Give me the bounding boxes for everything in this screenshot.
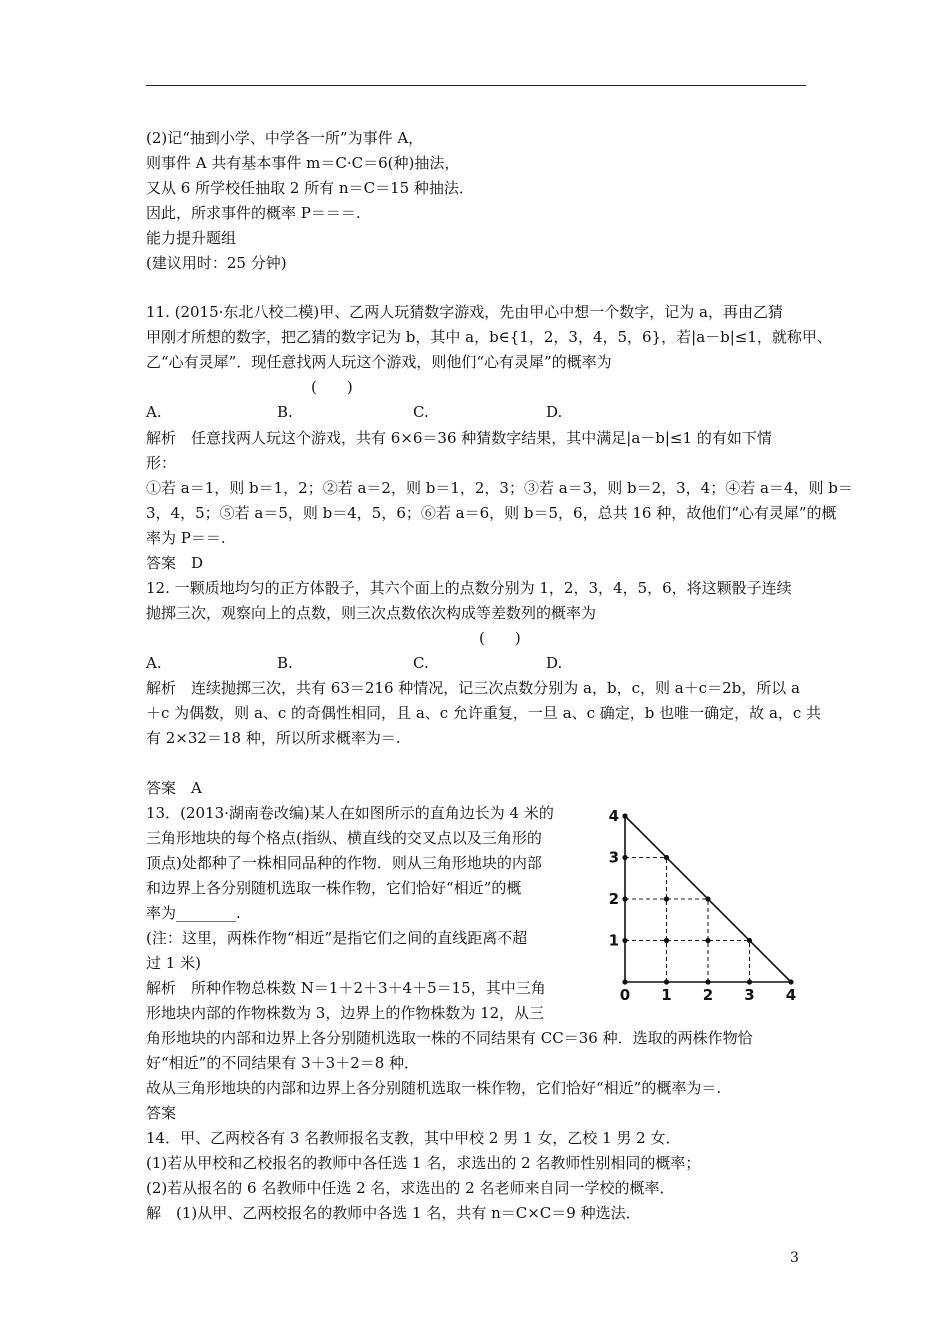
text-line: (2)记“抽到小学、中学各一所”为事件 A， — [146, 129, 424, 147]
text-line: (2)若从报名的 6 名教师中任选 2 名，求选出的 2 名老师来自同一学校的概率． — [146, 1179, 675, 1197]
text-line: 有 2×32＝18 种，所以所求概率为＝. — [146, 729, 401, 747]
text-line: 解 (1)从甲、乙两校报名的教师中各选 1 名，共有 n＝C×C＝9 种选法． — [146, 1204, 641, 1222]
text-line: 角形地块的内部和边界上各分别随机选取一株的不同结果有 CC＝36 种．选取的两株作物恰 — [146, 1029, 753, 1047]
text-line: 因此，所求事件的概率 P＝＝＝. — [146, 204, 361, 222]
text-line: C. — [413, 654, 429, 672]
grid-point — [705, 938, 710, 943]
y-tick-label: 3 — [608, 848, 619, 867]
grid-point — [705, 896, 710, 901]
text-line: ＋c 为偶数，则 a、c 的奇偶性相同，且 a、c 允许重复，一旦 a、c 确定，b 也唯一确定，故 a，c 共 — [146, 704, 822, 722]
text-line: (建议用时：25 分钟) — [146, 254, 287, 272]
grid-point — [747, 938, 752, 943]
text-line: 能力提升题组 — [146, 229, 237, 247]
text-line: 又从 6 所学校任抽取 2 所有 n＝C＝15 种抽法． — [146, 179, 474, 197]
triangle-grid-figure — [604, 808, 808, 1000]
y-tick-label: 1 — [608, 931, 619, 950]
text-line: 3，4，5；⑤若 a＝5，则 b＝4，5，6；⑥若 a＝6，则 b＝5，6，总共 16 种，故他们“心有灵犀”的概 — [146, 504, 837, 522]
text-line: D. — [546, 654, 563, 672]
text-line: ( ) — [479, 629, 521, 647]
text-line: 甲刚才所想的数字，把乙猜的数字记为 b，其中 a，b∈{1，2，3，4，5，6}，若|a－b|≤1，就称甲、 — [146, 328, 832, 346]
text-line: 率为 P＝＝. — [146, 529, 226, 547]
x-tick-label: 0 — [619, 986, 631, 1000]
grid-point — [622, 896, 627, 901]
text-line: 答案 — [146, 1104, 177, 1122]
x-tick-label: 1 — [661, 986, 672, 1000]
text-line: D. — [546, 403, 563, 421]
text-line: B. — [277, 654, 293, 672]
text-line: 过 1 米) — [146, 954, 201, 972]
text-line: 14．甲、乙两校各有 3 名教师报名支教，其中甲校 2 男 1 女，乙校 1 男 2 女． — [146, 1129, 681, 1147]
y-tick-label: 4 — [608, 808, 619, 825]
grid-point — [664, 896, 669, 901]
text-line: 12. 一颗质地均匀的正方体骰子，其六个面上的点数分别为 1，2，3，4，5，6，将这颗骰子连续 — [146, 579, 792, 597]
text-line: (注：这里，两株作物“相近”是指它们之间的直线距离不超 — [146, 929, 528, 947]
grid-point — [747, 979, 752, 984]
text-line: 答案 D — [146, 554, 204, 572]
x-tick-label: 4 — [785, 986, 797, 1000]
grid-point — [664, 979, 669, 984]
text-line: 抛掷三次，观察向上的点数，则三次点数依次构成等差数列的概率为 — [146, 604, 597, 622]
text-line: ( ) — [311, 378, 353, 396]
text-line: 和边界上各分别随机选取一株作物，它们恰好“相近”的概 — [146, 879, 522, 897]
text-line: 好“相近”的不同结果有 3＋3＋2＝8 种． — [146, 1054, 420, 1072]
text-line: 解析 任意找两人玩这个游戏，共有 6×6＝36 种猜数字结果，其中满足|a－b|≤1 的有如下情 — [146, 429, 772, 447]
text-line: ①若 a＝1，则 b＝1，2；②若 a＝2，则 b＝1，2，3；③若 a＝3，则 b＝2，3，4；④若 a＝4，则 b＝ — [146, 479, 853, 497]
grid-point — [664, 938, 669, 943]
text-line: 乙“心有灵犀”．现任意找两人玩这个游戏，则他们“心有灵犀”的概率为 — [146, 353, 612, 371]
y-tick-label: 2 — [608, 890, 619, 908]
grid-point — [622, 979, 627, 984]
text-line: 故从三角形地块的内部和边界上各分别随机选取一株作物，它们恰好“相近”的概率为＝. — [146, 1079, 722, 1097]
grid-point — [622, 855, 627, 860]
text-line: 顶点)处都种了一株相同品种的作物．则从三角形地块的内部 — [146, 854, 542, 872]
text-line: A. — [146, 403, 162, 421]
grid-point — [622, 938, 627, 943]
page-number: 3 — [790, 1250, 799, 1266]
grid-point — [664, 855, 669, 860]
x-tick-label: 2 — [702, 986, 714, 1000]
header-rule — [146, 85, 806, 86]
grid-point — [705, 979, 710, 984]
text-line: 答案 A — [146, 779, 202, 797]
grid-point — [788, 979, 793, 984]
text-line: 解析 连续抛掷三次，共有 63＝216 种情况，记三次点数分别为 a，b，c，则 a＋c＝2b，所以 a — [146, 679, 800, 697]
text-line: 率为________. — [146, 904, 241, 922]
text-line: 解析 所种作物总株数 N＝1＋2＋3＋4＋5＝15，其中三角 — [146, 979, 546, 997]
text-line: 形： — [146, 454, 177, 472]
text-line: 则事件 A 共有基本事件 m＝C·C＝6(种)抽法， — [146, 154, 460, 172]
x-tick-label: 3 — [744, 986, 755, 1000]
text-line: 13．(2013·湖南卷改编)某人在如图所示的直角边长为 4 米的 — [146, 804, 554, 822]
text-line: 三角形地块的每个格点(指纵、横直线的交叉点以及三角形的 — [146, 829, 542, 847]
text-line: A. — [146, 654, 162, 672]
text-line: 形地块内部的作物株数为 3，边界上的作物株数为 12，从三 — [146, 1004, 545, 1022]
text-line: 11. (2015·东北八校二模)甲、乙两人玩猜数字游戏，先由甲心中想一个数字，记为 a，再由乙猜 — [146, 303, 783, 321]
text-line: B. — [277, 403, 293, 421]
text-line: C. — [413, 403, 429, 421]
text-line: (1)若从甲校和乙校报名的教师中各任选 1 名，求选出的 2 名教师性别相同的概率； — [146, 1154, 701, 1172]
grid-point — [622, 813, 627, 818]
